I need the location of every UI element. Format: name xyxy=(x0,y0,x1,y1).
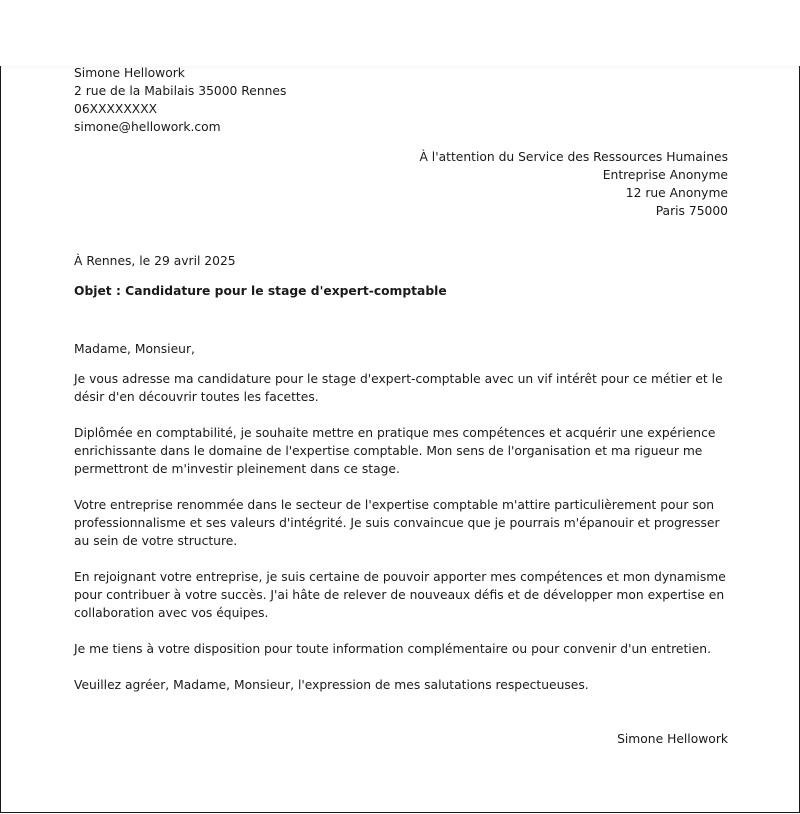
sender-block xyxy=(74,64,728,136)
recipient-city: Paris 75000 xyxy=(655,204,728,218)
body-paragraph: Je me tiens à votre disposition pour toute information complémentaire ou pour convenir d'un entretien. xyxy=(74,642,711,656)
body-paragraph: Je vous adresse ma candidature pour le stage d'expert-comptable avec un vif intérêt pour ce métier et le désir d'en découvrir toutes les facettes. xyxy=(74,372,723,404)
body-paragraph: Diplômée en comptabilité, je souhaite mettre en pratique mes compétences et acquérir une expérience enrichissante dans le domaine de l'expertise comptable. Mon sens de l'organisation et ma rigueur me permettront de m'investir pleinement dans ce stage. xyxy=(74,426,716,476)
sender-address: 2 rue de la Mabilais 35000 Rennes xyxy=(74,84,287,98)
recipient-street: 12 rue Anonyme xyxy=(625,186,728,200)
letter-body xyxy=(74,370,728,712)
letter-page xyxy=(0,66,800,813)
signature: Simone Hellowork xyxy=(617,732,728,746)
salutation: Madame, Monsieur, xyxy=(74,342,195,356)
body-paragraph: Votre entreprise renommée dans le secteur de l'expertise comptable m'attire particulièrement pour son professionnalisme et ses valeurs d'intégrité. Je suis convaincue que je pourrais m'épanouir et progresser au sein de votre structure. xyxy=(74,498,720,548)
recipient-company: Entreprise Anonyme xyxy=(602,168,728,182)
sender-email: simone@hellowork.com xyxy=(74,120,221,134)
recipient-block xyxy=(74,148,728,220)
date-line: À Rennes, le 29 avril 2025 xyxy=(74,254,236,268)
top-bar xyxy=(0,0,800,66)
closing-paragraph: Veuillez agréer, Madame, Monsieur, l'expression de mes salutations respectueuses. xyxy=(74,678,589,692)
body-paragraph: En rejoignant votre entreprise, je suis certaine de pouvoir apporter mes compétences et mon dynamisme pour contribuer à votre succès. J'ai hâte de relever de nouveaux défis et de développer mon expertise en collaboration avec vos équipes. xyxy=(74,570,726,620)
recipient-attention: À l'attention du Service des Ressources Humaines xyxy=(419,150,728,164)
sender-phone: 06XXXXXXXX xyxy=(74,102,158,116)
sender-name: Simone Hellowork xyxy=(74,66,185,80)
subject-line: Objet : Candidature pour le stage d'expert-comptable xyxy=(74,284,447,298)
